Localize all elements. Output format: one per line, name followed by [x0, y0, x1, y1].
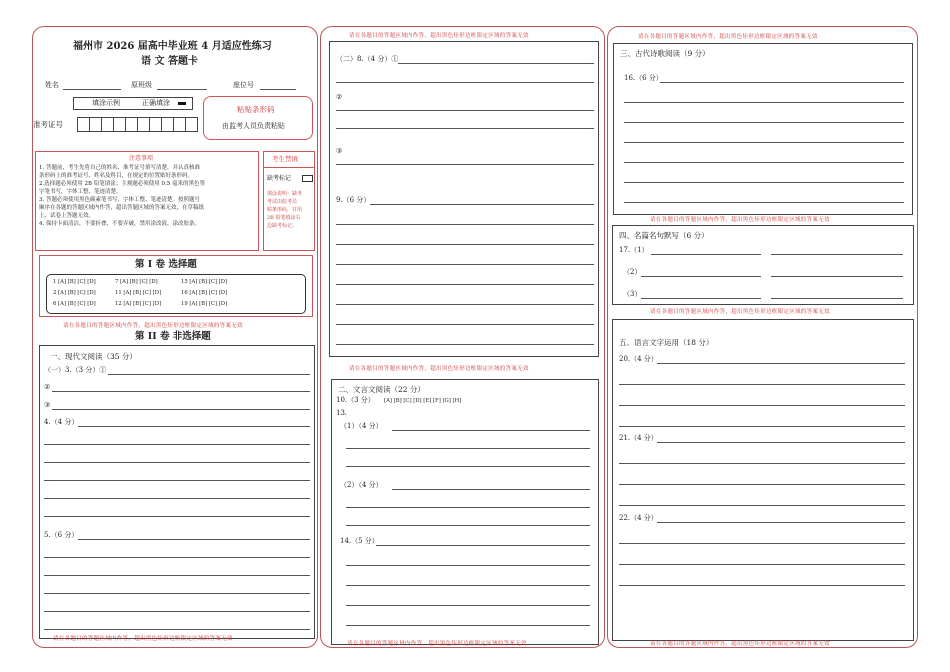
classical-heading: 二、文言文阅读（22 分）: [338, 385, 425, 394]
exam-id-grid[interactable]: [77, 117, 198, 132]
q9-label: 9.（6 分）: [336, 196, 371, 204]
q14-line-4[interactable]: [346, 605, 590, 606]
notes-line-1: 1. 答题前，考生先将自己的姓名、准考证号填写清楚，并认真核准: [39, 165, 200, 171]
mc-row2-col1[interactable]: 2 [A] [B] [C] [D]: [53, 290, 96, 296]
barcode-note: 由监考人员负责粘贴: [222, 122, 285, 130]
answer-area-notice-bottom-2: 请在各题目的答题区域内作答，超出黑色矩形边框限定区域的答案无效: [347, 641, 527, 647]
q17-3-line-b[interactable]: [771, 298, 903, 299]
q21-line-3[interactable]: [619, 484, 905, 485]
barcode-area: [203, 96, 313, 140]
absent-label: 缺考标记: [267, 175, 292, 182]
q8-label: （二）8.（4 分）①: [336, 55, 399, 63]
forbidden-line-1: 填涂说明：缺考: [267, 191, 303, 197]
q21-label: 21.（4 分）: [619, 434, 658, 442]
q16-line-7[interactable]: [624, 202, 904, 203]
q14-label: 14.（5 分）: [340, 537, 379, 545]
forbidden-line-5: 边缺考标记。: [267, 223, 298, 229]
q14-line-2[interactable]: [346, 565, 590, 566]
q20-label: 20.（4 分）: [619, 355, 658, 363]
q16-line-6[interactable]: [624, 182, 904, 183]
forbidden-line-4: 2B 铅笔填涂右: [267, 215, 301, 221]
answer-panel-right: [607, 26, 918, 648]
q16-label: 16.（6 分）: [624, 74, 663, 82]
q21-answer-line[interactable]: [657, 442, 905, 443]
seat-label: 座位号: [233, 81, 254, 89]
mc-row2-col3[interactable]: 16 [A] [B] [C] [D]: [181, 290, 228, 296]
q13-1-line-3[interactable]: [346, 466, 590, 467]
q14-answer-line[interactable]: [376, 545, 590, 546]
modern-reading-box: [39, 345, 315, 639]
section2-title: 第 II 卷 非选择题: [135, 331, 211, 342]
exam-subtitle: 语 文 答题卡: [141, 56, 198, 67]
q20-line-4[interactable]: [619, 426, 905, 427]
q13-1-answer-line[interactable]: [392, 430, 590, 431]
exam-id-label: 准考证号: [33, 120, 63, 129]
seat-field[interactable]: [260, 89, 296, 90]
q13-2-line-3[interactable]: [346, 525, 590, 526]
q13-2-label: （2）（4 分）: [340, 481, 383, 489]
q5-answer-line[interactable]: [78, 539, 310, 540]
q13-2-line-2[interactable]: [346, 507, 590, 508]
q17-2-line-a[interactable]: [641, 276, 761, 277]
answer-area-notice-mid-3b: 请在各题目的答题区域内作答，超出黑色矩形边框限定区域的答案无效: [650, 309, 830, 315]
filled-mark-icon: [178, 102, 186, 105]
fill-example-box: [73, 97, 193, 110]
q13-label: 13.: [336, 409, 348, 417]
classical-reading-box: [331, 379, 599, 645]
famous-lines-box: [612, 225, 914, 305]
forbidden-line-3: 贴条形码，并用: [267, 207, 303, 213]
name-field[interactable]: [63, 89, 121, 90]
q3-label: （一）3.（3 分）①: [44, 366, 107, 374]
q9-line-8[interactable]: [336, 344, 594, 345]
q8-line-3[interactable]: [336, 110, 594, 111]
class-label: 原班级: [131, 81, 152, 89]
q17-1-line-b[interactable]: [771, 254, 903, 255]
answer-panel-left: [32, 26, 318, 648]
q9-line-2[interactable]: [336, 224, 594, 225]
q20-line-2[interactable]: [619, 384, 905, 385]
q17-3-line-a[interactable]: [641, 298, 761, 299]
answer-area-notice-top-3: 请在各题目的答题区域内作答，超出黑色矩形边框限定区域的答案无效: [638, 34, 818, 40]
notes-box: [35, 151, 259, 251]
q8-circled-2: ②: [336, 93, 343, 101]
q22-answer-line[interactable]: [657, 522, 905, 523]
famous-heading: 四、名篇名句默写（6 分）: [619, 231, 709, 240]
q3-answer-line[interactable]: [108, 374, 310, 375]
q17-3-label: （3）: [623, 290, 642, 298]
forbidden-line-2: 考试由监考员: [267, 199, 298, 205]
q8-line-5[interactable]: [336, 164, 594, 165]
q9-line-6[interactable]: [336, 304, 594, 305]
poetry-heading: 三、古代诗歌阅读（9 分）: [620, 49, 710, 58]
q3-circled-2: ②: [44, 383, 51, 391]
q5-line-3[interactable]: [44, 575, 310, 576]
notes-line-6: 顺序在各题的答题区域内作答，超出答题区域的答案无效，在草稿纸: [39, 205, 205, 211]
q21-line-2[interactable]: [619, 463, 905, 464]
notes-line-5: 3. 答题必须使用黑色碳素笔书写，字体工整、笔迹清楚。按照题号: [39, 197, 200, 203]
mc-row3-col1[interactable]: 6 [A] [B] [C] [D]: [53, 301, 96, 307]
q3-answer-line-3[interactable]: [52, 409, 310, 410]
notes-line-4: 字笔书写，字体工整、笔迹清楚。: [39, 189, 122, 195]
section1-box: [39, 255, 313, 317]
section1-title: 第 I 卷 选择题: [135, 259, 197, 270]
answer-panel-middle: [320, 26, 605, 648]
answer-area-notice-mid-3: 请在各题目的答题区域内作答，超出黑色矩形边框限定区域的答案无效: [650, 217, 830, 223]
mc-row3-col3[interactable]: 19 [A] [B] [C] [D]: [181, 301, 228, 307]
absent-mark-box[interactable]: [302, 175, 313, 182]
mc-grid: [46, 274, 306, 314]
notes-line-3: 2.选择题必须使用 2B 铅笔填涂；主观题必须使用 0.5 毫米的黑色签: [39, 181, 206, 187]
q13-1-label: （1）（4 分）: [340, 422, 383, 430]
q5-line-6[interactable]: [44, 629, 310, 630]
answer-area-notice-bottom-3: 请在各题目的答题区域内作答，超出黑色矩形边框限定区域的答案无效: [650, 641, 830, 647]
q8-q9-box: [329, 41, 599, 357]
notes-line-7: 上、试卷上答题无效。: [39, 213, 95, 219]
q4-line-4[interactable]: [44, 480, 310, 481]
fill-example-label: 填涂示例: [92, 99, 120, 107]
q17-1-label: 17.（1）: [619, 246, 649, 254]
q16-line-5[interactable]: [624, 162, 904, 163]
q4-label: 4.（4 分）: [44, 418, 79, 426]
q9-line-5[interactable]: [336, 284, 594, 285]
q16-line-4[interactable]: [624, 142, 904, 143]
q13-1-line-2[interactable]: [346, 448, 590, 449]
q4-line-2[interactable]: [44, 444, 310, 445]
notes-line-8: 4. 保持卡面清洁，不要折叠、不要弄破，禁用涂改液，涂改胶条。: [39, 221, 200, 227]
q4-line-5[interactable]: [44, 498, 310, 499]
q21-line-4[interactable]: [619, 505, 905, 506]
answer-area-notice-bottom: 请在各题目的答题区域内作答，超出黑色矩形边框限定区域的答案无效: [53, 636, 233, 642]
q4-answer-line[interactable]: [78, 426, 310, 427]
mc-row2-col2[interactable]: 11 [A] [B] [C] [D]: [115, 290, 162, 296]
mc-row1-col2[interactable]: 7 [A] [B] [C] [D]: [115, 279, 158, 285]
poetry-box: [613, 43, 913, 215]
q8-line-2[interactable]: [336, 82, 594, 83]
q22-line-3[interactable]: [619, 564, 905, 565]
language-heading: 五、语言文字运用（18 分）: [619, 338, 714, 347]
q16-line-3[interactable]: [624, 122, 904, 123]
mc-row1-col3[interactable]: 15 [A] [B] [C] [D]: [181, 279, 228, 285]
q22-line-4[interactable]: [619, 585, 905, 586]
q10-label: 10.（3 分）: [336, 396, 375, 404]
q16-answer-line[interactable]: [660, 82, 904, 83]
exam-title: 福州市 2026 届高中毕业班 4 月适应性练习: [73, 41, 272, 52]
q22-label: 22.（4 分）: [619, 514, 658, 522]
correct-fill-label: 正确填涂: [142, 99, 170, 107]
q9-answer-line[interactable]: [370, 204, 594, 205]
q20-line-3[interactable]: [619, 405, 905, 406]
q9-line-7[interactable]: [336, 324, 594, 325]
q14-line-3[interactable]: [346, 585, 590, 586]
answer-area-notice: 请在各题目的答题区域内作答，超出黑色矩形边框限定区域的答案无效: [63, 323, 243, 329]
q10-options[interactable]: [A] [B] [C] [D] [E] [F] [G] [H]: [384, 398, 462, 404]
q17-2-label: （2）: [623, 268, 642, 276]
q5-label: 5.（6 分）: [44, 531, 79, 539]
forbidden-box: [263, 151, 315, 251]
q4-line-3[interactable]: [44, 462, 310, 463]
notes-title: 注意事项: [129, 155, 154, 162]
q4-line-6[interactable]: [44, 516, 310, 517]
q3-circled-3: ③: [44, 401, 51, 409]
q14-line-5[interactable]: [346, 625, 590, 626]
q17-2-line-b[interactable]: [771, 276, 903, 277]
q22-line-2[interactable]: [619, 543, 905, 544]
q8-circled-3: ③: [336, 147, 343, 155]
language-box: [612, 319, 914, 641]
q9-line-4[interactable]: [336, 264, 594, 265]
q9-line-3[interactable]: [336, 244, 594, 245]
class-field[interactable]: [157, 89, 207, 90]
q13-2-answer-line[interactable]: [392, 489, 590, 490]
q16-line-2[interactable]: [624, 102, 904, 103]
q5-line-4[interactable]: [44, 593, 310, 594]
mc-row1-col1[interactable]: 1 [A] [B] [C] [D]: [53, 279, 96, 285]
q8-line-4[interactable]: [336, 128, 594, 129]
q5-line-2[interactable]: [44, 557, 310, 558]
q8-answer-line[interactable]: [398, 63, 594, 64]
notes-line-2: 条形码上的准考证号、姓名及科目，在规定的位置贴好条形码。: [39, 173, 194, 179]
q5-line-5[interactable]: [44, 611, 310, 612]
answer-area-notice-top-2: 请在各题目的答题区域内作答，超出黑色矩形边框限定区域的答案无效: [349, 33, 529, 39]
q3-answer-line-2[interactable]: [52, 391, 310, 392]
mc-row3-col2[interactable]: 12 [A] [B] [C] [D]: [115, 301, 162, 307]
answer-area-notice-mid-2: 请在各题目的答题区域内作答，超出黑色矩形边框限定区域的答案无效: [349, 366, 529, 372]
barcode-title: 粘贴条形码: [237, 105, 275, 114]
name-label: 姓名: [45, 81, 59, 89]
forbidden-title: 考生禁填: [272, 155, 298, 163]
modern-reading-heading: 一、现代文阅读（35 分）: [50, 352, 137, 361]
q17-1-line-a[interactable]: [651, 254, 761, 255]
q20-answer-line[interactable]: [657, 363, 905, 364]
